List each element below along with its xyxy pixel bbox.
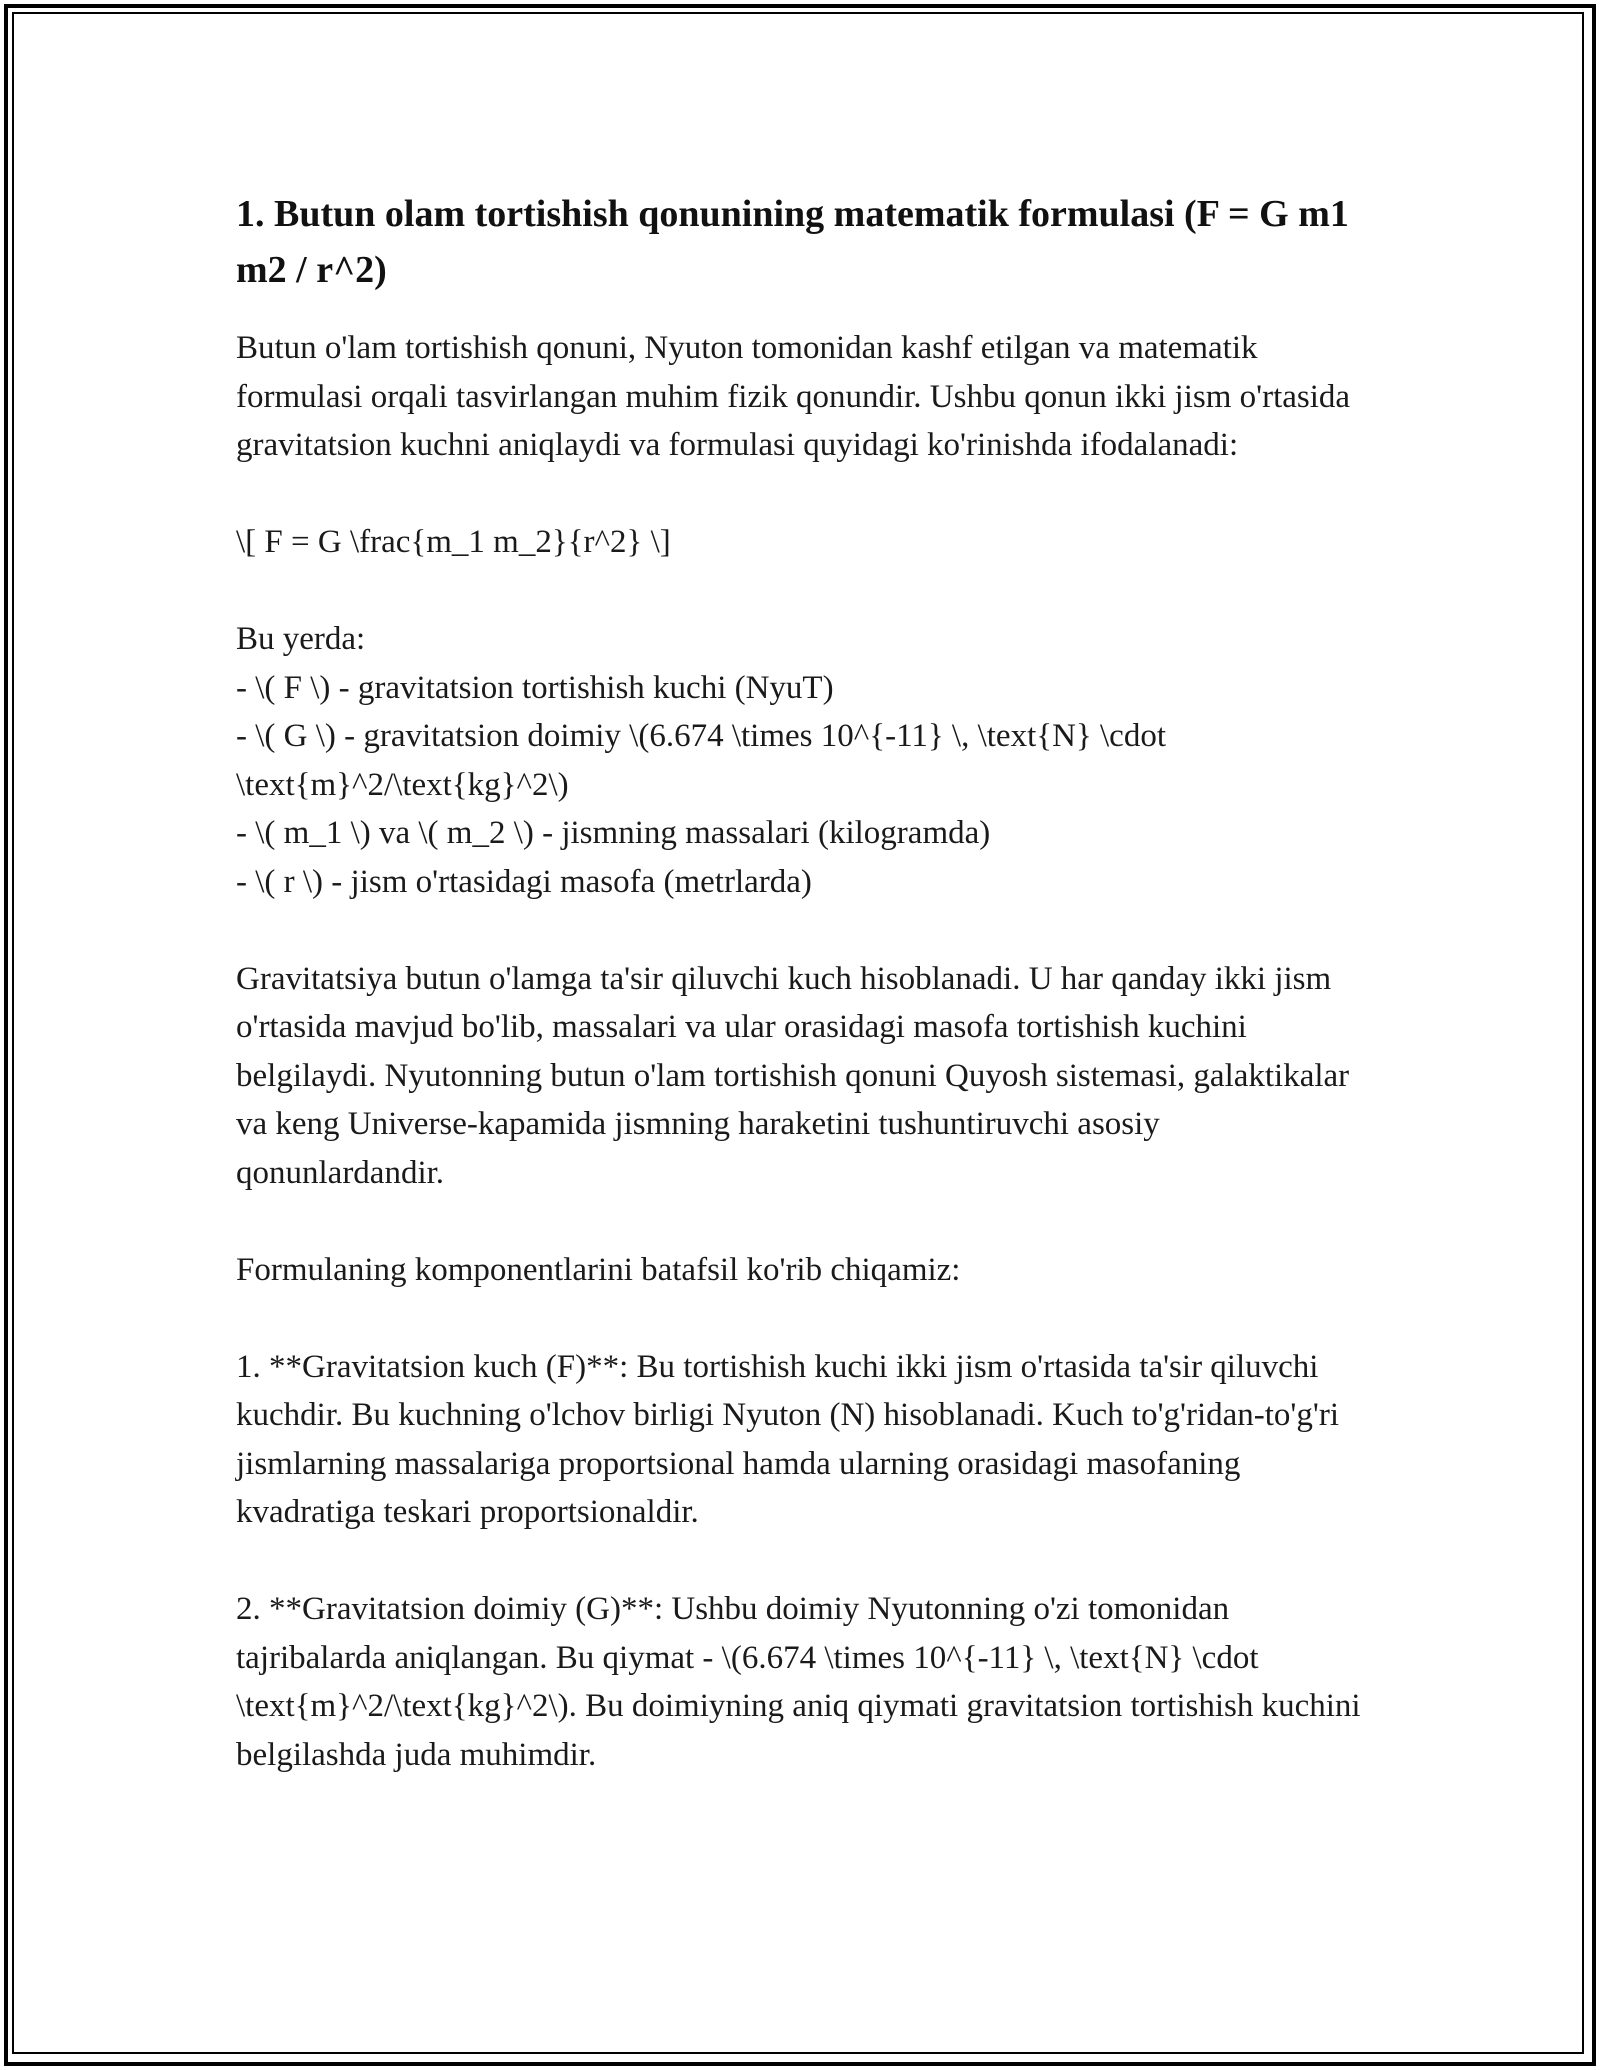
spacer <box>236 470 1366 519</box>
section-heading: 1. Butun olam tortishish qonunining matematik formulasi (F = G m1 m2 / r^2) <box>236 193 1349 291</box>
components-intro: Formulaning komponentlarini batafsil ko'rib chiqamiz: <box>236 1251 961 1288</box>
definition-item: - \( m_1 \) va \( m_2 \) - jismning massalari (kilogramda) <box>236 815 991 851</box>
formula-line: \[ F = G \frac{m_1 m_2}{r^2} \] <box>236 524 671 560</box>
document-body <box>236 186 1366 1779</box>
intro-paragraph: Butun o'lam tortishish qonuni, Nyuton tomonidan kashf etilgan va matematik formulasi orqali tasvirlangan muhim fizik qonundir. Ushbu qonun ikki jism o'rtasida gravitatsion kuchni aniqlaydi va formulasi quyidagi ko'rinishda ifodalanadi: <box>236 330 1351 463</box>
definition-item: - \( r \) - jism o'rtasidagi masofa (metrlarda) <box>236 863 812 900</box>
list-item: 2. **Gravitatsion doimiy (G)**: Ushbu doimiy Nyutonning o'zi tomonidan tajribalarda aniqlangan. Bu qiymat - \(6.674 \times 10^{-11} \, \text{N} \cdot \text{m}^2/\text{kg}^2\). Bu doimiyning aniq qiymati gravitatsion tortishish kuchini belgilashda juda muhimdir. <box>236 1591 1361 1773</box>
spacer <box>236 1537 1366 1586</box>
spacer <box>236 1294 1366 1343</box>
gravity-paragraph: Gravitatsiya butun o'lamga ta'sir qiluvchi kuch hisoblanadi. U har qanday ikki jism o'rtasida mavjud bo'lib, massalari va ular orasidagi masofa tortishish kuchini belgilaydi. Nyutonning butun o'lam tortishish qonuni Quyosh sistemasi, galaktikalar va keng Universe-kapamida jismning haraketini tushuntiruvchi asosiy qonunlardandir. <box>236 960 1350 1191</box>
where-label: Bu yerda: <box>236 621 366 657</box>
spacer <box>236 906 1366 955</box>
definition-item: - \( G \) - gravitatsion doimiy \(6.674 \times 10^{-11} \, \text{N} \cdot \text{m}^2/\text{kg}^2\) <box>236 718 1166 803</box>
definition-item: - \( F \) - gravitatsion tortishish kuchi (NyuT) <box>236 669 834 706</box>
spacer <box>236 567 1366 616</box>
list-item: 1. **Gravitatsion kuch (F)**: Bu tortishish kuchi ikki jism o'rtasida ta'sir qiluvchi kuchdir. Bu kuchning o'lchov birligi Nyuton (N) hisoblanadi. Kuch to'g'ridan-to'g'ri jismlarning massalariga proportsional hamda ularning orasidagi masofaning kvadratiga teskari proportsionaldir. <box>236 1348 1339 1530</box>
spacer <box>236 1197 1366 1246</box>
